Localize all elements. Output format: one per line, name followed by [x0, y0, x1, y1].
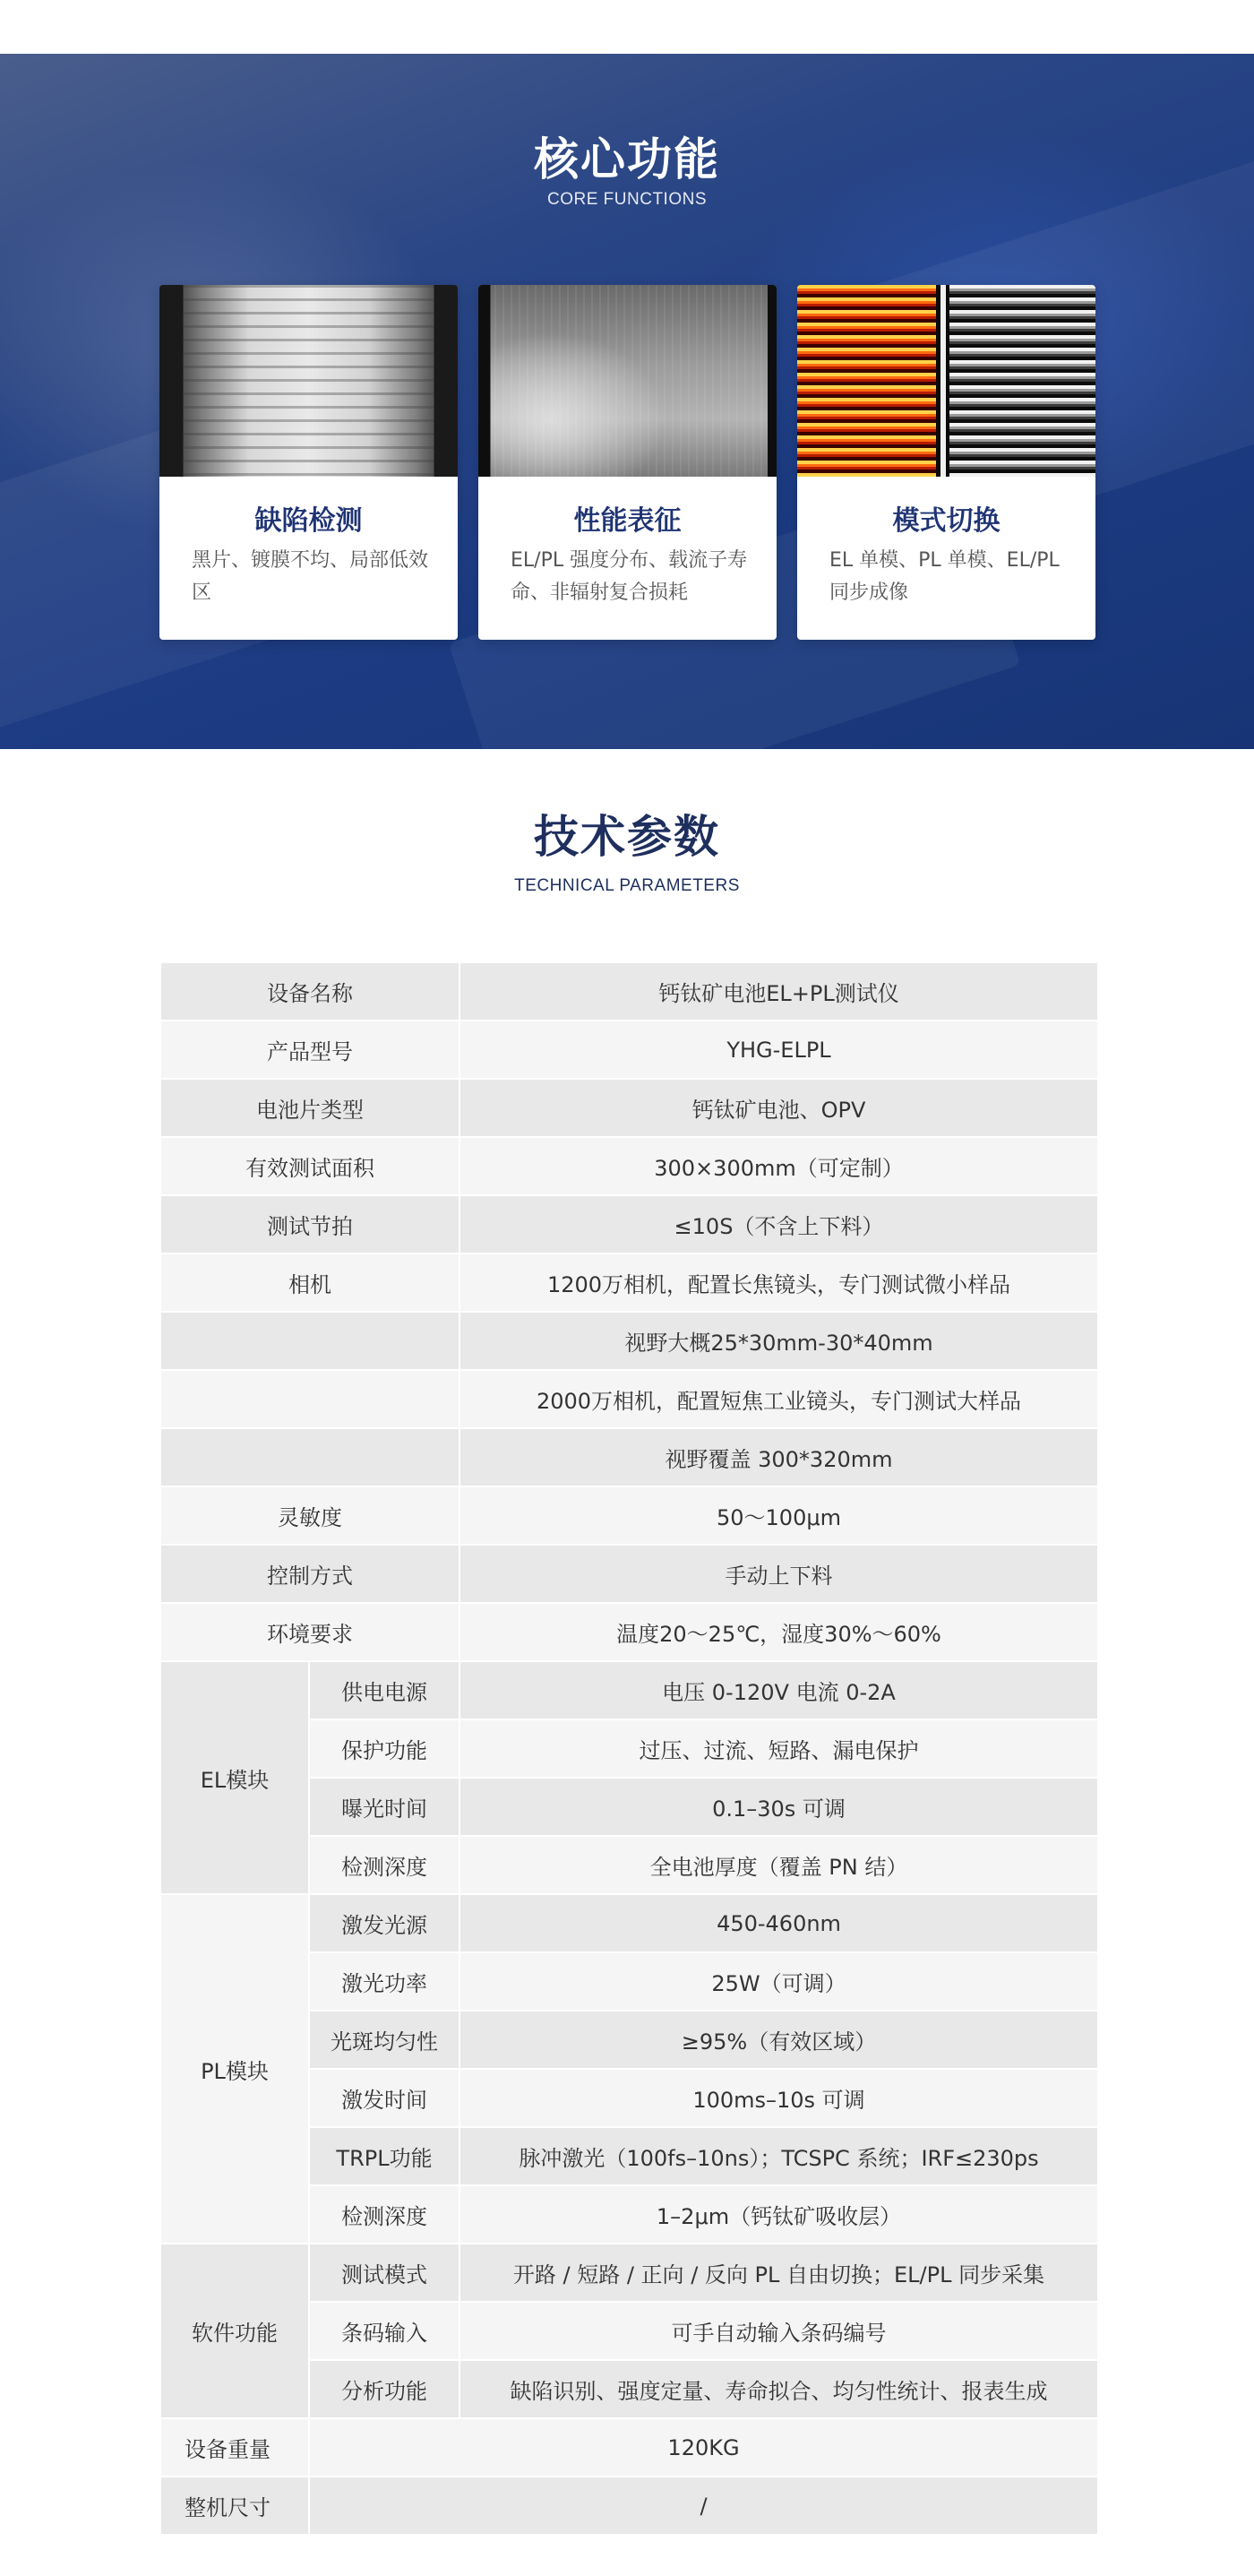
param-label: 灵敏度 [160, 1486, 460, 1545]
param-value: YHG-ELPL [460, 1021, 1098, 1079]
feature-card-title: 缺陷检测 [254, 505, 363, 537]
feature-card-desc: EL 单模、PL 单模、EL/PL 同步成像 [829, 549, 1060, 604]
param-label [160, 1428, 460, 1486]
param-label: 检测深度 [309, 1836, 460, 1894]
param-label [160, 1370, 460, 1428]
group-label-pl: PL模块 [160, 1894, 309, 2244]
param-value: 0.1–30s 可调 [460, 1778, 1098, 1836]
param-label: TRPL功能 [309, 2127, 460, 2185]
table-row [160, 1545, 1098, 1603]
param-value: 视野覆盖 300*320mm [460, 1428, 1098, 1486]
param-label: 分析功能 [309, 2360, 460, 2418]
param-value: 全电池厚度（覆盖 PN 结） [460, 1836, 1098, 1894]
param-label [160, 1312, 460, 1370]
param-value: 脉冲激光（100fs–10ns）；TCSPC 系统；IRF≤230ps [460, 2127, 1098, 2185]
table-row [160, 1254, 1098, 1312]
param-label: 供电电源 [309, 1661, 460, 1719]
param-label: 测试节拍 [160, 1195, 460, 1254]
dual-mode-image [797, 285, 1095, 477]
param-value: 50～100μm [460, 1486, 1098, 1545]
param-value: 可手自动输入条码编号 [460, 2302, 1098, 2360]
table-row [160, 962, 1098, 1021]
param-label: 控制方式 [160, 1545, 460, 1603]
param-value: 100ms–10s 可调 [460, 2069, 1098, 2127]
param-label: 曝光时间 [309, 1778, 460, 1836]
param-value: 300×300mm（可定制） [460, 1137, 1098, 1195]
param-label: 整机尺寸 [160, 2477, 309, 2535]
pl-false-color-image [797, 285, 936, 477]
param-label: 电池片类型 [160, 1079, 460, 1137]
feature-card-mode [797, 285, 1095, 640]
feature-card-title: 模式切换 [892, 505, 1001, 537]
table-row [160, 2244, 1098, 2302]
param-label: 产品型号 [160, 1021, 460, 1079]
param-value: 1–2μm（钙钛矿吸收层） [460, 2185, 1098, 2244]
el-grayscale-image [949, 285, 1095, 477]
param-value: 钙钛矿电池、OPV [460, 1079, 1098, 1137]
feature-card-performance [478, 285, 777, 640]
param-value: 钙钛矿电池EL+PL测试仪 [460, 962, 1098, 1021]
param-label: 激光功率 [309, 1952, 460, 2011]
param-value: 开路 / 短路 / 正向 / 反向 PL 自由切换；EL/PL 同步采集 [460, 2244, 1098, 2302]
param-label: 检测深度 [309, 2185, 460, 2244]
param-label: 设备重量 [160, 2418, 309, 2477]
param-value: 2000万相机，配置短焦工业镜头，专门测试大样品 [460, 1370, 1098, 1428]
table-row [160, 1894, 1098, 1952]
feature-card-desc: EL/PL 强度分布、载流子寿命、非辐射复合损耗 [511, 549, 748, 604]
table-row [160, 1661, 1098, 1719]
core-functions-subtitle: CORE FUNCTIONS [547, 190, 707, 209]
param-value: 手动上下料 [460, 1545, 1098, 1603]
tech-params-title: 技术参数 [534, 811, 720, 863]
param-label: 有效测试面积 [160, 1137, 460, 1195]
table-row [160, 1137, 1098, 1195]
el-image-panel [159, 285, 458, 477]
param-label: 激发时间 [309, 2069, 460, 2127]
table-row [160, 1428, 1098, 1486]
table-row [160, 1486, 1098, 1545]
param-value: 视野大概25*30mm-30*40mm [460, 1312, 1098, 1370]
table-row [160, 1195, 1098, 1254]
table-row [160, 1603, 1098, 1661]
param-value: 电压 0-120V 电流 0-2A [460, 1661, 1098, 1719]
param-label: 设备名称 [160, 962, 460, 1021]
feature-card-defect [159, 285, 458, 640]
param-value: ≤10S（不含上下料） [460, 1195, 1098, 1254]
group-label-el: EL模块 [160, 1661, 309, 1894]
feature-card-title: 性能表征 [573, 505, 682, 537]
table-row [160, 2477, 1098, 2535]
param-value: ≥95%（有效区域） [460, 2011, 1098, 2069]
param-value: / [309, 2477, 1098, 2535]
param-value: 25W（可调） [460, 1952, 1098, 2011]
image-divider [940, 285, 946, 477]
param-label: 保护功能 [309, 1719, 460, 1778]
table-row [160, 1312, 1098, 1370]
param-value: 温度20～25℃，湿度30%～60% [460, 1603, 1098, 1661]
table-row [160, 1021, 1098, 1079]
param-label: 相机 [160, 1254, 460, 1312]
param-value: 缺陷识别、强度定量、寿命拟合、均匀性统计、报表生成 [460, 2360, 1098, 2418]
param-label: 测试模式 [309, 2244, 460, 2302]
tech-params-subtitle: TECHNICAL PARAMETERS [514, 876, 740, 895]
table-row [160, 1079, 1098, 1137]
group-label-software: 软件功能 [160, 2244, 309, 2418]
param-label: 光斑均匀性 [309, 2011, 460, 2069]
param-value: 过压、过流、短路、漏电保护 [460, 1719, 1098, 1778]
pl-image-panel [478, 285, 777, 477]
table-row [160, 2418, 1098, 2477]
feature-card-desc: 黑片、镀膜不均、局部低效区 [192, 549, 429, 604]
param-value: 120KG [309, 2418, 1098, 2477]
table-row [160, 1370, 1098, 1428]
param-value: 450-460nm [460, 1894, 1098, 1952]
param-label: 激发光源 [309, 1894, 460, 1952]
param-label: 条码输入 [309, 2302, 460, 2360]
core-functions-title: 核心功能 [534, 134, 720, 185]
core-functions-section [0, 54, 1254, 749]
tech-params-table [159, 961, 1099, 2536]
param-value: 1200万相机，配置长焦镜头，专门测试微小样品 [460, 1254, 1098, 1312]
param-label: 环境要求 [160, 1603, 460, 1661]
